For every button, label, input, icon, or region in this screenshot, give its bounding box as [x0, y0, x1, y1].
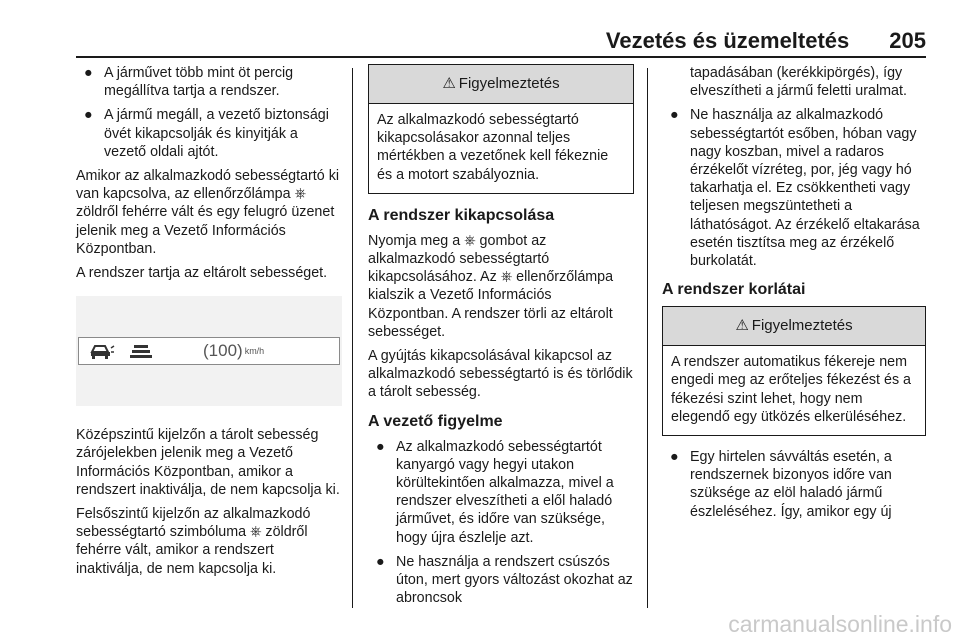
section-heading: A vezető figyelme — [368, 412, 503, 430]
display-bar — [78, 337, 340, 365]
list-item: ● Ne használja a rendszert csúszós úton, mert gyors változást okozhat az abroncsok — [376, 553, 633, 607]
stored-speed: (100) — [203, 341, 243, 361]
watermark: carmanualsonline.info — [728, 611, 952, 637]
paragraph: tapadásában (kerékkipörgés), így elveszítheti a jármű feletti uralmat. — [690, 65, 907, 100]
warning-text: A rendszer automatikus fékereje nem engedi meg az erőteljes fékezést és a fékezési szint lehet, hogy nem elegendő egy ütközés elkerüléséhez. — [671, 354, 912, 425]
list-item: ● Egy hirtelen sávváltás esetén, a rendszernek bizonyos időre van szüksége az elöl haladó jármű észleléséhez. Így, amikor egy új — [670, 449, 892, 520]
column-3 — [662, 64, 926, 527]
list-item: ● A jármű megáll, a vezető biztonsági övét kikapcsolják és kinyitják a vezető oldali ajtót. — [84, 107, 329, 160]
paragraph: Középszintű kijelzőn a tárolt sebesség zárójelekben jelenik meg a Vezető Információs Központban, amikor a rendszert inaktiválja, de nem kapcsolja ki. — [76, 427, 340, 498]
cruise-control-car-icon — [89, 342, 115, 360]
paragraph: Felsőszintű kijelzőn az alkalmazkodó sebességtartó szimbóluma ⎈ zöldről fehérre vált, amikor a rendszert inaktiválja, de nem kapcsolja ki. — [76, 506, 311, 577]
warning-text: Az alkalmazkodó sebességtartó kikapcsolásakor azonnal teljes mértékben a vezetőnek kell fékeznie és a motort szabályoznia. — [377, 112, 609, 183]
distance-bars-icon — [129, 344, 153, 358]
page-header — [76, 26, 926, 58]
list-item: ● Az alkalmazkodó sebességtartót kanyargó vagy hegyi utakon körültekintően alkalmazza, mivel a rendszer elveszítheti a elől haladó járművet, és időre van szüksége, hogy újra észlelje azt. — [376, 438, 614, 546]
section-heading: A rendszer korlátai — [662, 281, 806, 299]
section-heading: A rendszer kikapcsolása — [368, 206, 555, 224]
section-title: Vezetés és üzemeltetés — [605, 28, 850, 53]
page-number: 205 — [889, 28, 926, 53]
warning-icon: ⚠ — [442, 74, 456, 92]
list-item: ● Ne használja az alkalmazkodó sebességtartót esőben, hóban vagy nagy koszban, mivel a radaros érzékelőt vízréteg, por, jég vagy hó takarhatja el. Ez csökkentheti vagy teljesen megszüntetheti a láthatóságot. Az érzékelő eltakarása esetén tisztítsa meg az érzékelő burkolatát. — [670, 107, 920, 270]
speed-unit: km/h — [244, 346, 265, 357]
dashboard-display-image — [76, 296, 342, 406]
column-1 — [76, 64, 342, 584]
column-2 — [368, 64, 634, 613]
warning-box — [662, 306, 926, 436]
warning-box — [368, 64, 634, 194]
column-divider-2 — [647, 68, 648, 608]
warning-icon: ⚠ — [735, 317, 749, 335]
paragraph: Amikor az alkalmazkodó sebességtartó ki van kapcsolva, az ellenőrzőlámpa ⎈ zöldről fehérre vált és egy felugró üzenet jelenik meg a Vezető Információs Központban. — [76, 168, 340, 257]
warning-header: ⚠ Figyelmeztetés — [369, 65, 633, 104]
paragraph: A gyújtás kikapcsolásával kikapcsol az alkalmazkodó sebességtartó is és törlődik a tárolt sebesség. — [368, 348, 633, 401]
paragraph: Nyomja meg a ⎈ gombot az alkalmazkodó sebességtartó kikapcsolásához. Az ⎈ ellenőrzőlámpa kialszik a Vezető Információs Központban. A rendszer törli az eltárolt sebességet. — [368, 232, 614, 340]
warning-header: ⚠ Figyelmeztetés — [663, 307, 925, 346]
list-item: ● A járművet több mint öt percig megállítva tartja a rendszer. — [84, 65, 294, 100]
column-divider-1 — [352, 68, 353, 608]
paragraph: A rendszer tartja az eltárolt sebességet. — [76, 265, 328, 282]
